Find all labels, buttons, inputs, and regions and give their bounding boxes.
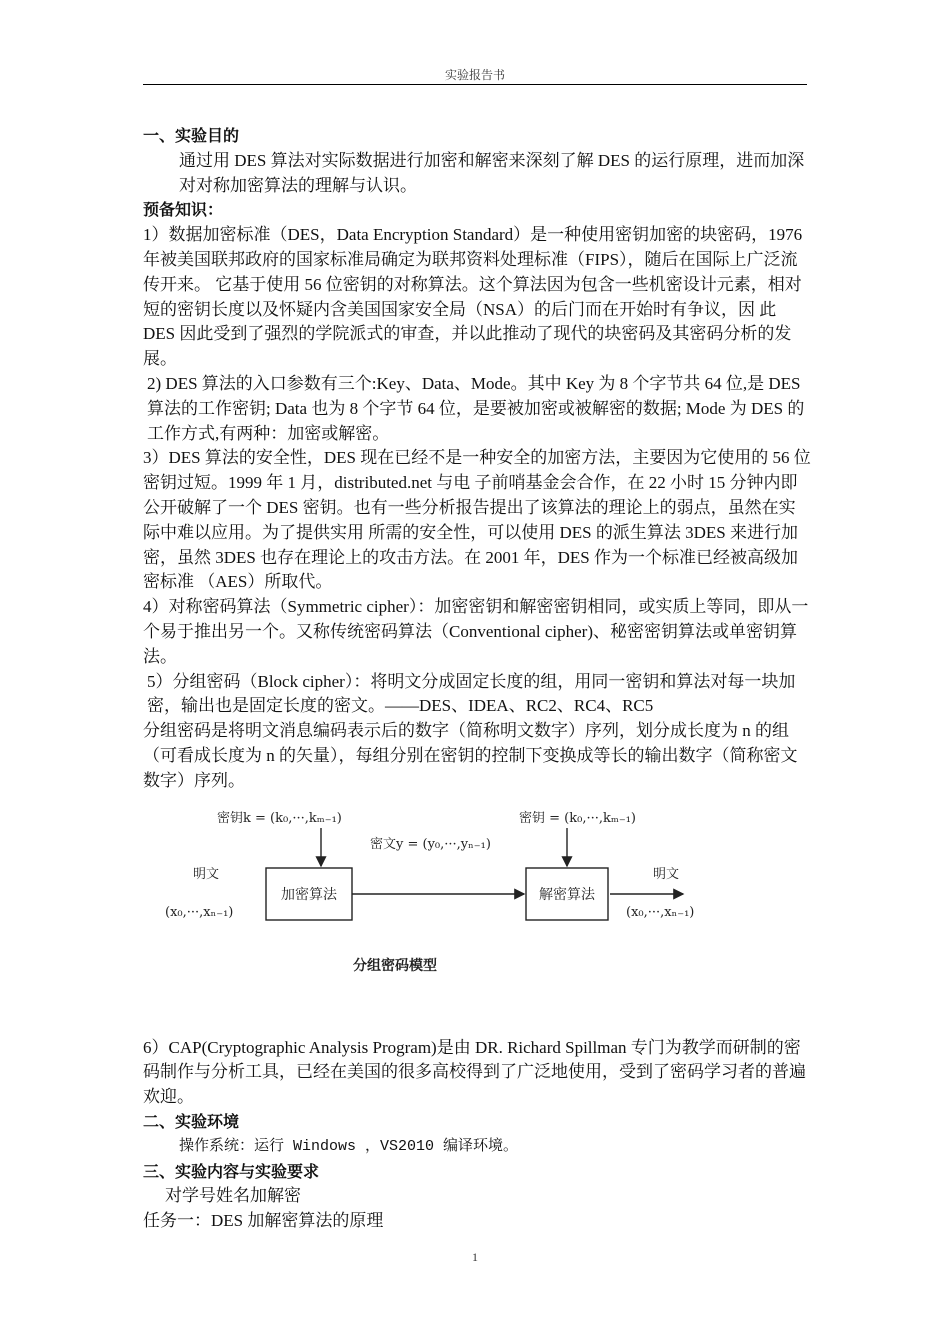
env-heading: 二、实验环境	[143, 1111, 240, 1131]
plaintext-right-vector: (x₀,···,xₙ₋₁)	[626, 904, 695, 920]
page-number: 1	[472, 1250, 478, 1264]
plaintext-right-label: 明文	[653, 866, 680, 882]
paragraph-3: 3）DES 算法的安全性，DES 现在已经不是一种安全的加密方法，主要因为它使用的 56 位密钥过短。1999 年 1 月，distributed.net 与电 子前哨基金会合作，在 22 小时 15 分钟内即公开破解了一个 DES 密钥。也有一些分析报告提出了该算法的理论上的弱点，虽然在实际中难以应用。为了提供实用 所需的安全性，可以使用 DES 的派生算法 3DES 来进行加密，虽然 3DES 也存在理论上的攻击方法。在 2001 年，DES 作为一个标准已经被高级加密标准 （AES）所取代。	[143, 448, 811, 592]
plaintext-left-vector: (x₀,···,xₙ₋₁)	[165, 904, 234, 920]
figure-caption: 分组密码模型	[353, 957, 437, 974]
env-paragraph: 操作系统：运行 Windows ，VS2010 编译环境。	[179, 1137, 519, 1155]
block-cipher-model-figure	[143, 802, 811, 1026]
purpose-heading: 一、实验目的	[143, 126, 240, 145]
paragraph-6: 6）CAP(Cryptographic Analysis Program)是由 DR. Richard Spillman 专门为教学而研制的密码制作与分析工具，已经在美国的很多高校得到了广泛地使用，受到了密码学习者的普遍欢迎。	[143, 1037, 806, 1107]
header-divider	[143, 84, 807, 85]
requirements-heading: 三、实验内容与实验要求	[143, 1161, 320, 1181]
requirements-paragraph: 对学号姓名加解密	[165, 1186, 301, 1206]
prep-heading: 预备知识：	[143, 200, 224, 220]
block-cipher-diagram	[143, 802, 811, 1026]
decrypt-box-label: 解密算法	[539, 886, 595, 903]
document-body	[143, 124, 811, 1234]
purpose-paragraph: 通过用 DES 算法对实际数据进行加密和解密来深刻了解 DES 的运行原理，进而加深对对称加密算法的理解与认识。	[179, 150, 805, 195]
key-left-label: 密钥k = (k₀,···,kₘ₋₁)	[217, 810, 342, 826]
paragraph-1: 1）数据加密标准（DES，Data Encryption Standard）是一种使用密钥加密的块密码，1976 年被美国联邦政府的国家标准局确定为联邦资料处理标准（FIPS），随后在国际上广泛流传开来。 它基于使用 56 位密钥的对称算法。这个算法因为包含一些机密设计元素，相对短的密钥长度以及怀疑内含美国国家安全局（NSA）的后门而在开始时有争议，因 此 DES 因此受到了强烈的学院派式的审查，并以此推动了现代的块密码及其密码分析的发展。	[143, 225, 807, 369]
task-one-line: 任务一：DES 加解密算法的原理	[143, 1211, 384, 1231]
paragraph-4: 4）对称密码算法（Symmetric cipher）：加密密钥和解密密钥相同，或实质上等同，即从一个易于推出另一个。又称传统密码算法（Conventional cipher)、秘密密钥算法或单密钥算法。	[143, 597, 809, 666]
paragraph-5b: 分组密码是将明文消息编码表示后的数字（简称明文数字）序列，划分成长度为 n 的组（可看成长度为 n 的矢量），每组分别在密钥的控制下变换成等长的输出数字（简称密文数字）序列。	[143, 721, 798, 790]
paragraph-5a: 5）分组密码（Block cipher）：将明文分成固定长度的组，用同一密钥和算法对每一块加密，输出也是固定长度的密文。——DES、IDEA、RC2、RC4、RC5	[147, 671, 796, 716]
encrypt-box-label: 加密算法	[281, 886, 337, 903]
paragraph-2: 2) DES 算法的入口参数有三个:Key、Data、Mode。其中 Key 为 8 个字节共 64 位,是 DES 算法的工作密钥; Data 也为 8 个字节 64 位，是要被加密或被解密的数据; Mode 为 DES 的工作方式,有两种：加密或解密。	[147, 373, 805, 443]
plaintext-left-label: 明文	[193, 866, 220, 882]
key-right-label: 密钥 = (k₀,···,kₘ₋₁)	[519, 810, 636, 826]
page-header: 实验报告书	[444, 68, 505, 82]
ciphertext-label: 密文y = (y₀,···,yₙ₋₁)	[370, 836, 491, 852]
